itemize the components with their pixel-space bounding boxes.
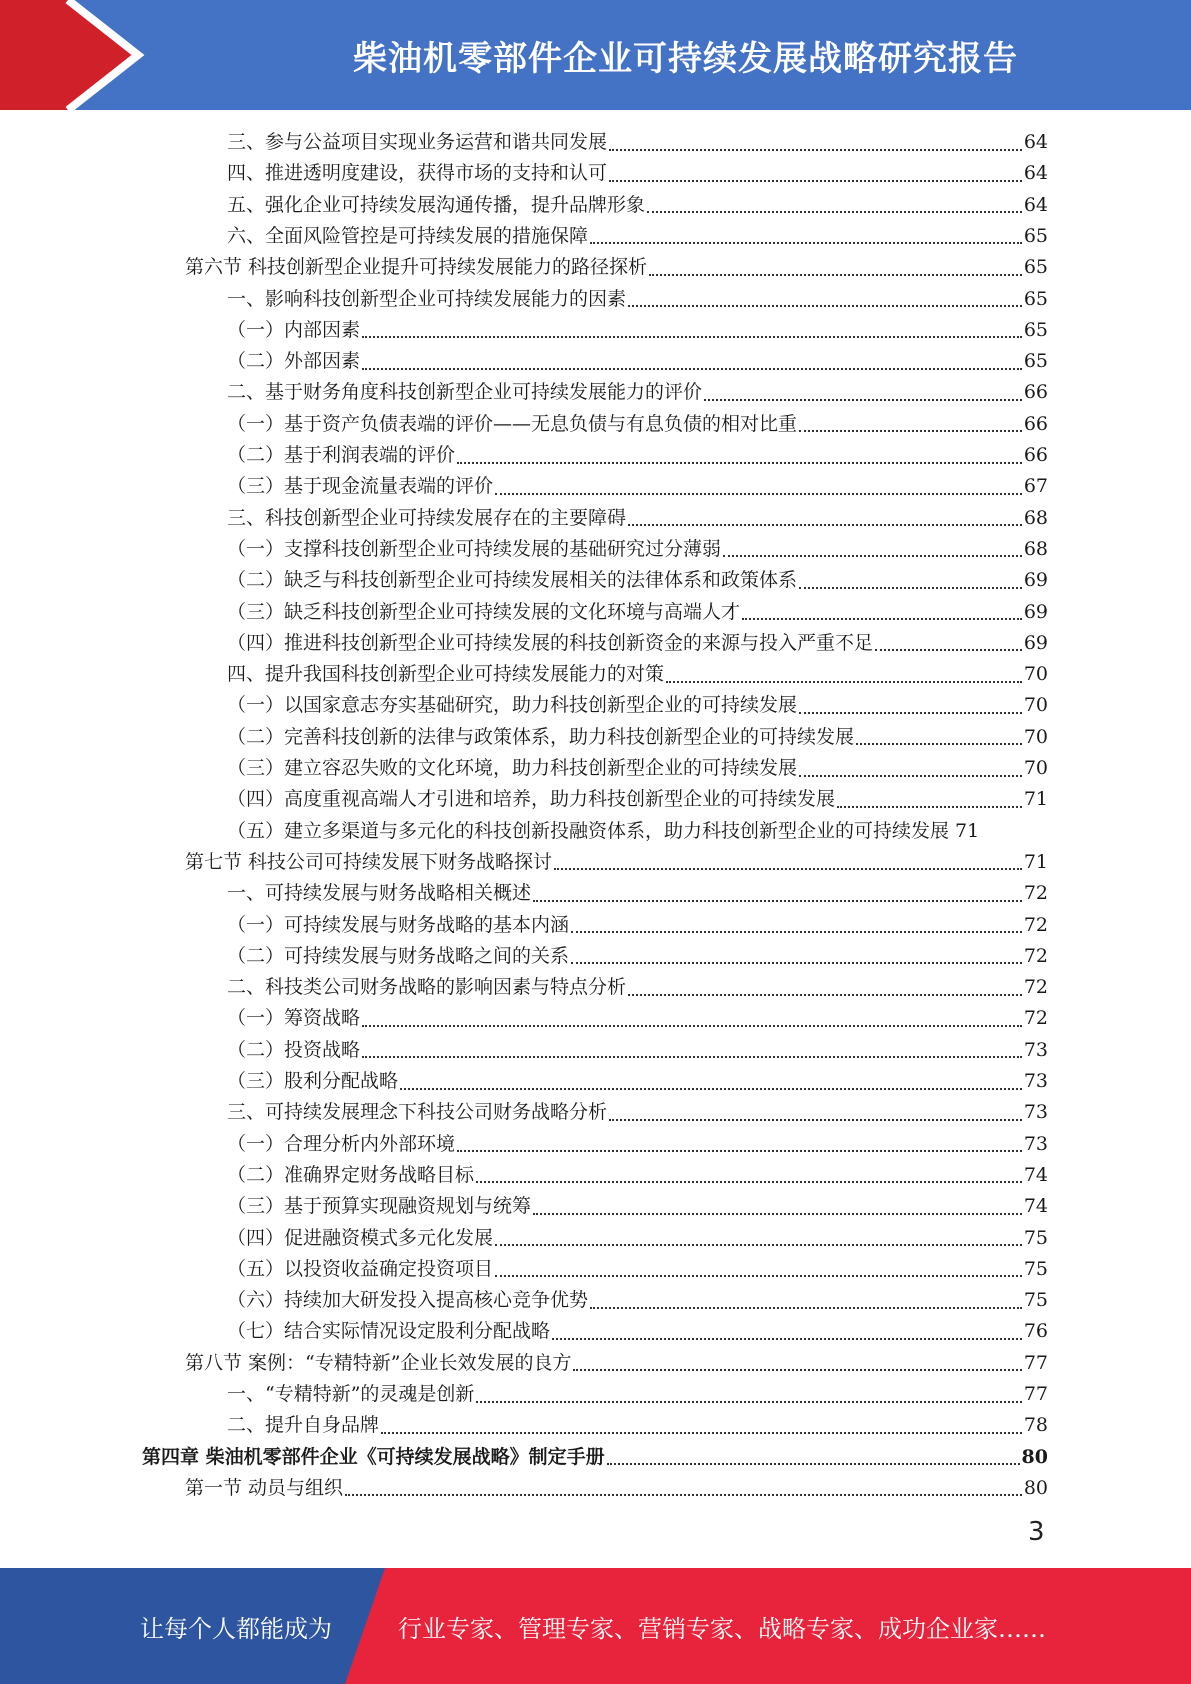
toc-entry[interactable] — [227, 597, 1048, 628]
toc-entry-page: 70 — [1023, 725, 1048, 748]
toc-leader-dots — [647, 211, 1022, 213]
toc-leader-dots — [609, 149, 1022, 151]
toc-entry-page: 69 — [1023, 631, 1048, 654]
footer-slogan-left: 让每个人都能成为 — [140, 1614, 332, 1643]
toc-leader-dots — [457, 1150, 1022, 1152]
toc-entry-page: 74 — [1023, 1195, 1048, 1218]
toc-entry[interactable] — [227, 910, 1048, 941]
toc-leader-dots — [666, 681, 1022, 683]
toc-entry-page: 71 — [955, 819, 980, 842]
toc-entry[interactable] — [227, 784, 1048, 815]
toc-entry[interactable] — [227, 941, 1048, 972]
toc-entry-title: 一、影响科技创新型企业可持续发展能力的因素 — [227, 287, 627, 310]
toc-entry-page: 71 — [1023, 850, 1048, 873]
toc-entry-page: 65 — [1023, 350, 1048, 373]
toc-entry-page: 72 — [1023, 944, 1048, 967]
toc-entry[interactable] — [227, 628, 1048, 659]
toc-entry-page: 65 — [1023, 256, 1048, 279]
toc-entry-title: （一）以国家意志夯实基础研究，助力科技创新型企业的可持续发展 — [227, 694, 798, 717]
toc-leader-dots — [573, 1369, 1021, 1371]
toc-entry-page: 72 — [1023, 1007, 1048, 1030]
toc-entry[interactable] — [227, 1410, 1048, 1441]
toc-entry-title: （二）基于利润表端的评价 — [227, 444, 456, 466]
toc-entry-page: 75 — [1023, 1257, 1048, 1280]
toc-leader-dots — [609, 1119, 1022, 1121]
toc-entry-page: 76 — [1023, 1320, 1048, 1343]
toc-entry-page: 73 — [1023, 1070, 1048, 1092]
toc-entry[interactable] — [227, 1316, 1048, 1347]
toc-leader-dots — [799, 430, 1022, 432]
toc-entry-page: 66 — [1023, 381, 1048, 404]
toc-leader-dots — [649, 274, 1022, 276]
toc-entry-title: 四、推进透明度建设，获得市场的支持和认可 — [227, 162, 608, 185]
page-number: 3 — [1028, 1517, 1045, 1547]
toc-entry-title: （四）高度重视高端人才引进和培养，助力科技创新型企业的可持续发展 — [227, 788, 836, 811]
page-header — [0, 0, 1191, 110]
toc-entry[interactable] — [227, 722, 1048, 753]
toc-entry-page: 74 — [1023, 1163, 1048, 1186]
toc-entry-page: 73 — [1023, 1101, 1048, 1124]
toc-entry-title: 第六节 科技创新型企业提升可持续发展能力的路径探析 — [185, 256, 648, 279]
toc-entry-title: （一）内部因素 — [227, 318, 361, 341]
toc-leader-dots — [495, 1275, 1022, 1277]
toc-entry-page: 70 — [1023, 663, 1048, 686]
toc-leader-dots — [400, 1088, 1022, 1090]
header-red-arrow-icon — [0, 0, 160, 110]
toc-entry-title: （五）建立多渠道与多元化的科技创新投融资体系，助力科技创新型企业的可持续发展 — [227, 819, 950, 842]
toc-entry-title: 二、基于财务角度科技创新型企业可持续发展能力的评价 — [227, 381, 703, 404]
toc-leader-dots — [856, 743, 1022, 745]
toc-leader-dots — [476, 1401, 1021, 1403]
toc-entry-title: （七）结合实际情况设定股利分配战略 — [227, 1320, 551, 1343]
toc-leader-dots — [590, 1307, 1022, 1309]
toc-entry-title: 三、科技创新型企业可持续发展存在的主要障碍 — [227, 506, 627, 529]
toc-leader-dots — [628, 524, 1022, 526]
toc-entry-page: 65 — [1023, 224, 1048, 247]
toc-leader-dots — [571, 962, 1022, 964]
toc-entry[interactable] — [227, 158, 1048, 189]
toc-leader-dots — [571, 931, 1022, 933]
toc-entry-page: 72 — [1023, 976, 1048, 999]
toc-entry-title: （六）持续加大研发投入提高核心竞争优势 — [227, 1289, 589, 1312]
toc-entry[interactable] — [227, 816, 1048, 847]
toc-entry[interactable] — [227, 346, 1048, 377]
toc-entry[interactable] — [142, 1442, 1048, 1473]
toc-entry-page: 78 — [1023, 1414, 1048, 1437]
toc-leader-dots — [476, 1181, 1022, 1183]
toc-entry[interactable] — [227, 659, 1048, 690]
toc-entry-page: 70 — [1023, 757, 1048, 779]
toc-entry-title: （一）可持续发展与财务战略的基本内涵 — [227, 913, 570, 936]
toc-entry[interactable] — [227, 1097, 1048, 1128]
toc-entry-page: 77 — [1023, 1383, 1048, 1405]
toc-leader-dots — [533, 1213, 1022, 1215]
toc-entry[interactable] — [227, 1035, 1048, 1066]
toc-entry-title: （二）缺乏与科技创新型企业可持续发展相关的法律体系和政策体系 — [227, 569, 798, 592]
toc-leader-dots — [362, 336, 1022, 338]
toc-entry-page: 69 — [1023, 600, 1048, 623]
toc-entry[interactable] — [227, 1379, 1048, 1410]
toc-entry-page: 68 — [1023, 537, 1048, 560]
toc-leader-dots — [628, 305, 1022, 307]
toc-entry-page: 71 — [1023, 788, 1048, 811]
toc-entry-title: （三）缺乏科技创新型企业可持续发展的文化环境与高端人才 — [227, 600, 741, 623]
toc-entry[interactable] — [227, 127, 1048, 158]
toc-leader-dots — [495, 1244, 1022, 1246]
toc-entry-page: 72 — [1023, 913, 1048, 936]
toc-entry-page: 70 — [1023, 694, 1048, 717]
toc-entry[interactable] — [227, 1003, 1048, 1034]
toc-entry-title: 四、提升我国科技创新型企业可持续发展能力的对策 — [227, 663, 665, 686]
toc-entry[interactable] — [227, 1129, 1048, 1160]
toc-entry-title: （五）以投资收益确定投资项目 — [227, 1257, 494, 1280]
toc-entry-title: （二）可持续发展与财务战略之间的关系 — [227, 944, 570, 967]
toc-leader-dots — [628, 994, 1022, 996]
toc-entry-title: （一）基于资产负债表端的评价——无息负债与有息负债的相对比重 — [227, 412, 798, 435]
toc-leader-dots — [723, 555, 1022, 557]
toc-entry[interactable] — [227, 221, 1048, 252]
toc-entry[interactable] — [227, 1285, 1048, 1316]
toc-leader-dots — [362, 368, 1022, 370]
toc-entry[interactable] — [227, 565, 1048, 596]
toc-entry[interactable] — [185, 1473, 1048, 1504]
footer-slogan-right: 行业专家、管理专家、营销专家、战略专家、成功企业家…… — [398, 1614, 1046, 1643]
toc-entry-title: 一、可持续发展与财务战略相关概述 — [227, 882, 532, 905]
toc-entry-title: 三、可持续发展理念下科技公司财务战略分析 — [227, 1101, 608, 1124]
toc-entry[interactable] — [227, 972, 1048, 1003]
toc-leader-dots — [704, 399, 1022, 401]
toc-leader-dots — [837, 806, 1022, 808]
toc-entry-title: （二）准确界定财务战略目标 — [227, 1163, 475, 1186]
toc-entry-title: （四）推进科技创新型企业可持续发展的科技创新资金的来源与投入严重不足 — [227, 631, 874, 654]
toc-entry-title: 一、“专精特新”的灵魂是创新 — [227, 1383, 475, 1405]
toc-entry[interactable] — [227, 1160, 1048, 1191]
toc-entry[interactable] — [227, 878, 1048, 909]
toc-leader-dots — [362, 1025, 1022, 1027]
toc-entry-page: 64 — [1023, 162, 1048, 185]
toc-entry[interactable] — [227, 534, 1048, 565]
toc-leader-dots — [495, 493, 1022, 495]
toc-entry-page: 65 — [1023, 318, 1048, 341]
toc-entry-page: 72 — [1023, 882, 1048, 905]
toc-entry[interactable] — [227, 315, 1048, 346]
toc-entry[interactable] — [185, 252, 1048, 283]
toc-entry[interactable] — [227, 753, 1048, 784]
toc-entry-title: （一）支撑科技创新型企业可持续发展的基础研究过分薄弱 — [227, 537, 722, 560]
toc-leader-dots — [533, 900, 1022, 902]
toc-entry-title: 五、强化企业可持续发展沟通传播，提升品牌形象 — [227, 193, 646, 216]
toc-leader-dots — [875, 649, 1022, 651]
toc-entry[interactable] — [185, 847, 1048, 878]
toc-leader-dots — [799, 587, 1022, 589]
toc-entry-title: 三、参与公益项目实现业务运营和谐共同发展 — [227, 131, 608, 153]
toc-entry-page: 65 — [1023, 287, 1048, 310]
toc-entry-title: 第四章 柴油机零部件企业《可持续发展战略》制定手册 — [142, 1445, 605, 1468]
toc-leader-dots — [345, 1494, 1022, 1496]
toc-entry-title: （四）促进融资模式多元化发展 — [227, 1226, 494, 1249]
toc-entry-title: （三）基于现金流量表端的评价 — [227, 475, 494, 498]
toc-entry-title: （二）完善科技创新的法律与政策体系，助力科技创新型企业的可持续发展 — [227, 725, 855, 748]
toc-entry-title: 第八节 案例：“专精特新”企业长效发展的良方 — [185, 1351, 572, 1374]
toc-leader-dots — [362, 1056, 1022, 1058]
toc-entry[interactable] — [227, 690, 1048, 721]
toc-leader-dots — [742, 618, 1022, 620]
toc-entry[interactable] — [227, 377, 1048, 408]
toc-entry-page: 73 — [1023, 1132, 1048, 1155]
toc-entry[interactable] — [227, 1191, 1048, 1222]
toc-entry-title: 六、全面风险管控是可持续发展的措施保障 — [227, 224, 589, 247]
toc-entry-page: 67 — [1023, 475, 1048, 498]
report-title: 柴油机零部件企业可持续发展战略研究报告 — [353, 38, 1018, 79]
toc-entry[interactable] — [227, 1254, 1048, 1285]
toc-entry[interactable] — [227, 1066, 1048, 1097]
toc-leader-dots — [799, 775, 1022, 777]
toc-entry-page: 68 — [1023, 506, 1048, 529]
toc-entry-title: 第一节 动员与组织 — [185, 1476, 344, 1499]
toc-entry-page: 77 — [1023, 1351, 1048, 1374]
toc-entry-title: （二）外部因素 — [227, 350, 361, 373]
toc-entry[interactable] — [227, 440, 1048, 471]
toc-entry-title: 二、提升自身品牌 — [227, 1414, 380, 1437]
toc-entry[interactable] — [227, 471, 1048, 502]
toc-leader-dots — [552, 1338, 1022, 1340]
toc-entry-title: （二）投资战略 — [227, 1038, 361, 1061]
toc-entry-page: 73 — [1023, 1038, 1048, 1061]
toc-entry-page: 64 — [1023, 193, 1048, 216]
toc-entry[interactable] — [227, 190, 1048, 221]
toc-leader-dots — [607, 1463, 1020, 1465]
toc-entry-page: 66 — [1023, 412, 1048, 435]
toc-leader-dots — [381, 1432, 1022, 1434]
toc-entry-title: （三）建立容忍失败的文化环境，助力科技创新型企业的可持续发展 — [227, 757, 798, 779]
toc-entry-page: 80 — [1023, 1476, 1048, 1499]
toc-entry[interactable] — [227, 284, 1048, 315]
toc-entry[interactable] — [227, 1223, 1048, 1254]
toc-entry-page: 80 — [1021, 1445, 1048, 1468]
toc-entry-page: 75 — [1023, 1226, 1048, 1249]
toc-leader-dots — [554, 868, 1022, 870]
toc-entry-title: 二、科技类公司财务战略的影响因素与特点分析 — [227, 976, 627, 999]
toc-entry[interactable] — [227, 409, 1048, 440]
toc-leader-dots — [590, 242, 1022, 244]
toc-leader-dots — [609, 180, 1022, 182]
toc-leader-dots — [799, 712, 1022, 714]
toc-entry[interactable] — [185, 1348, 1048, 1379]
toc-entry-title: 第七节 科技公司可持续发展下财务战略探讨 — [185, 850, 553, 873]
toc-entry-title: （三）基于预算实现融资规划与统筹 — [227, 1195, 532, 1218]
toc-entry[interactable] — [227, 503, 1048, 534]
toc-entry-title: （一）筹资战略 — [227, 1007, 361, 1030]
toc-entry-page: 69 — [1023, 569, 1048, 592]
toc-leader-dots — [457, 462, 1022, 464]
toc-entry-page: 66 — [1023, 444, 1048, 466]
toc-entry-page: 75 — [1023, 1289, 1048, 1312]
toc-entry-title: （一）合理分析内外部环境 — [227, 1132, 456, 1155]
page-footer — [0, 1568, 1191, 1684]
toc-entry-page: 64 — [1023, 131, 1048, 153]
toc-entry-title: （三）股利分配战略 — [227, 1070, 399, 1092]
